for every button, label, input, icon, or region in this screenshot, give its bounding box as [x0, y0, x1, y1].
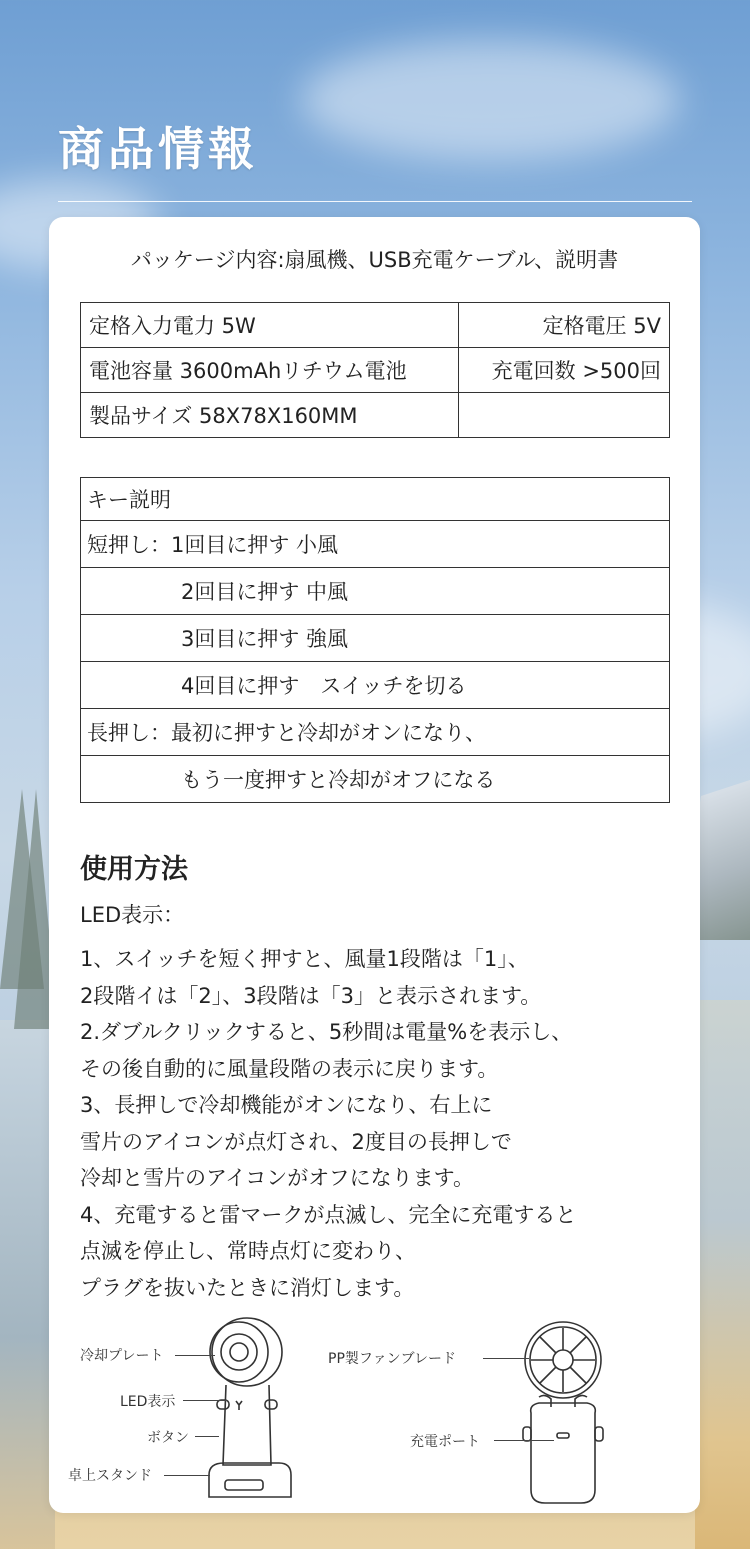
key-table — [80, 477, 670, 803]
table-row — [81, 615, 670, 662]
table-row — [81, 568, 670, 615]
spec-cell: 製品サイズ 58X78X160MM — [81, 393, 459, 438]
spec-cell: 定格電圧 5V — [459, 303, 670, 348]
key-cell: 4回目に押す スイッチを切る — [81, 662, 670, 709]
usage-line: プラグを抜いたときに消灯します。 — [80, 1275, 415, 1300]
usage-line: 雪片のアイコンが点灯され、2度目の長押しで — [80, 1129, 512, 1154]
leader-line — [195, 1436, 219, 1437]
table-row — [81, 709, 670, 756]
key-table-header: キー説明 — [81, 478, 670, 521]
leader-line — [183, 1400, 227, 1401]
leader-line — [483, 1358, 529, 1359]
usage-line: 3、長押しで冷却機能がオンになり、右上に — [80, 1093, 493, 1117]
usage-line: 2段階イは「2」、3段階は「3」と表示されます。 — [80, 983, 542, 1008]
usage-line: 点滅を停止し、常時点灯に変わり、 — [80, 1239, 416, 1263]
fan-front-illustration — [199, 1315, 304, 1510]
product-info-card — [49, 217, 700, 1513]
label-charge-port: 充電ポート — [410, 1434, 480, 1450]
usage-line: 1、スイッチを短く押すと、風量1段階は「1」、 — [80, 947, 529, 971]
usage-line: その後自動的に風量段階の表示に戻ります。 — [80, 1056, 499, 1081]
label-pp-blade: PP製ファンブレード — [328, 1351, 457, 1367]
leader-line — [175, 1355, 215, 1356]
title-divider — [58, 201, 692, 202]
label-led-display: LED表示 — [120, 1394, 176, 1410]
fan-back-illustration — [515, 1315, 620, 1510]
key-cell: 3回目に押す 強風 — [81, 615, 670, 662]
label-desk-stand: 卓上スタンド — [68, 1468, 152, 1484]
product-diagram — [49, 1305, 700, 1515]
page-title: 商品情報 — [58, 122, 258, 176]
package-contents: パッケージ内容:扇風機、USB充電ケーブル、説明書 — [130, 248, 619, 272]
table-row — [81, 756, 670, 803]
usage-line: 冷却と雪片のアイコンがオフになります。 — [80, 1166, 474, 1190]
spec-cell: 充電回数 >500回 — [459, 348, 670, 393]
leader-line — [494, 1440, 554, 1441]
table-row — [81, 303, 670, 348]
key-cell: 長押し：最初に押すと冷却がオンになり、 — [81, 709, 670, 756]
leader-line — [164, 1475, 210, 1476]
key-cell: 短押し：1回目に押す 小風 — [81, 521, 670, 568]
usage-line: 4、充電すると雷マークが点滅し、完全に充電すると — [80, 1202, 577, 1227]
key-cell: もう一度押すと冷却がオフになる — [81, 756, 670, 803]
spec-cell: 定格入力電力 5W — [81, 303, 459, 348]
usage-title: 使用方法 — [80, 854, 188, 885]
key-cell: 2回目に押す 中風 — [81, 568, 670, 615]
spec-cell: 電池容量 3600mAhリチウム電池 — [81, 348, 459, 393]
spec-table — [80, 302, 670, 438]
table-row — [81, 662, 670, 709]
table-row — [81, 521, 670, 568]
led-label: LED表示： — [80, 903, 185, 927]
table-row — [81, 393, 670, 438]
label-button: ボタン — [147, 1430, 189, 1446]
usage-instructions — [80, 941, 680, 1306]
table-row — [81, 348, 670, 393]
label-cooling-plate: 冷却プレート — [80, 1348, 164, 1364]
usage-line: 2.ダブルクリックすると、5秒間は電量%を表示し、 — [80, 1020, 573, 1044]
spec-cell — [459, 393, 670, 438]
table-row — [81, 478, 670, 521]
